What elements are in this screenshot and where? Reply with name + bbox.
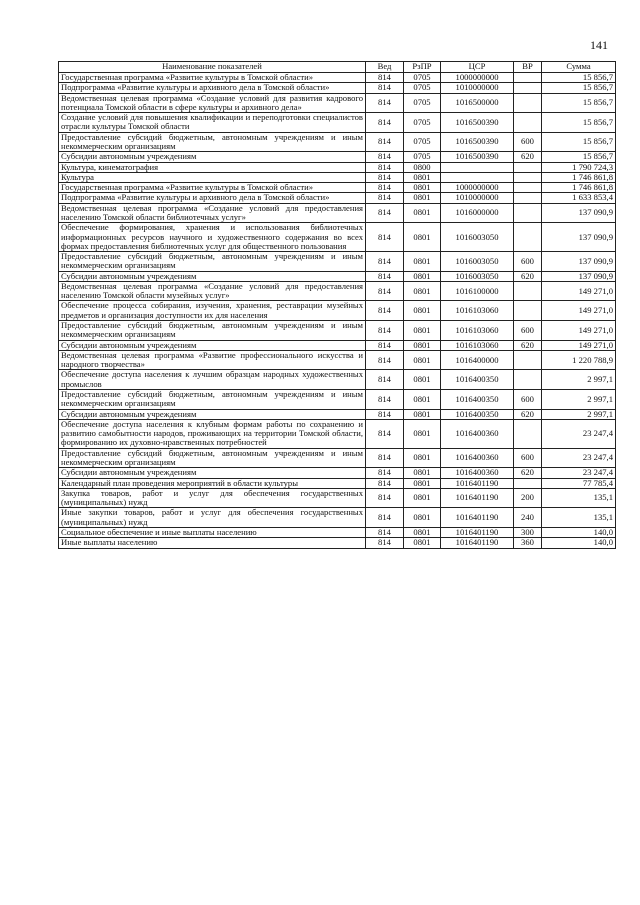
row-sum: 137 090,9 [542, 203, 616, 223]
row-vr [514, 193, 542, 203]
row-vr [514, 113, 542, 133]
row-ved: 814 [366, 527, 404, 537]
row-name: Подпрограмма «Развитие культуры и архивного дела в Томской области» [59, 83, 366, 93]
row-csr: 1016003050 [441, 223, 514, 252]
table-row [59, 448, 616, 468]
row-ved: 814 [366, 478, 404, 488]
row-ved: 814 [366, 508, 404, 528]
row-sum: 77 785,4 [542, 478, 616, 488]
table-row [59, 183, 616, 193]
row-vr [514, 162, 542, 172]
row-csr: 1016401190 [441, 478, 514, 488]
row-sum: 15 856,7 [542, 83, 616, 93]
row-rzpr: 0705 [404, 132, 441, 152]
row-sum: 23 247,4 [542, 448, 616, 468]
row-vr [514, 73, 542, 83]
row-name: Социальное обеспечение и иные выплаты населению [59, 527, 366, 537]
row-csr: 1016400360 [441, 448, 514, 468]
row-name: Создание условий для повышения квалификации и переподготовки специалистов отрасли культуры Томской области [59, 113, 366, 133]
row-csr: 1016003050 [441, 252, 514, 272]
row-rzpr: 0801 [404, 409, 441, 419]
row-ved: 814 [366, 370, 404, 390]
row-ved: 814 [366, 183, 404, 193]
row-ved: 814 [366, 113, 404, 133]
row-rzpr: 0801 [404, 183, 441, 193]
row-rzpr: 0801 [404, 321, 441, 341]
header-rzpr: РзПР [404, 62, 441, 73]
row-csr: 1016400360 [441, 468, 514, 478]
row-name: Субсидии автономным учреждениям [59, 271, 366, 281]
row-csr: 1016401190 [441, 488, 514, 508]
row-csr: 1016500000 [441, 93, 514, 113]
row-name: Предоставление субсидий бюджетным, автономным учреждениям и иным некоммерческим организациям [59, 448, 366, 468]
row-name: Культура [59, 172, 366, 182]
page-number: 141 [590, 38, 608, 52]
row-name: Закупка товаров, работ и услуг для обеспечения государственных (муниципальных) нужд [59, 488, 366, 508]
row-vr: 620 [514, 340, 542, 350]
row-vr [514, 281, 542, 301]
row-csr: 1016103060 [441, 301, 514, 321]
row-vr: 600 [514, 132, 542, 152]
row-rzpr: 0705 [404, 152, 441, 162]
row-ved: 814 [366, 252, 404, 272]
row-ved: 814 [366, 340, 404, 350]
row-sum: 15 856,7 [542, 93, 616, 113]
row-vr: 360 [514, 538, 542, 548]
table-row [59, 409, 616, 419]
row-name: Культура, кинематография [59, 162, 366, 172]
row-vr [514, 301, 542, 321]
row-sum: 149 271,0 [542, 340, 616, 350]
row-vr: 600 [514, 252, 542, 272]
row-vr [514, 419, 542, 448]
budget-table [58, 61, 616, 549]
table-row [59, 252, 616, 272]
row-name: Календарный план проведения мероприятий в области культуры [59, 478, 366, 488]
row-vr: 620 [514, 468, 542, 478]
row-name: Ведомственная целевая программа «Развитие профессионального искусства и народного творчества» [59, 350, 366, 370]
table-row [59, 321, 616, 341]
row-name: Субсидии автономным учреждениям [59, 409, 366, 419]
row-name: Ведомственная целевая программа «Создание условий для развития кадрового потенциала Томской области в сфере культуры и архивного дела» [59, 93, 366, 113]
row-sum: 23 247,4 [542, 468, 616, 478]
row-rzpr: 0705 [404, 73, 441, 83]
row-vr: 200 [514, 488, 542, 508]
row-vr: 300 [514, 527, 542, 537]
row-sum: 137 090,9 [542, 223, 616, 252]
row-sum: 140,0 [542, 527, 616, 537]
row-rzpr: 0801 [404, 448, 441, 468]
row-rzpr: 0801 [404, 390, 441, 410]
row-sum: 149 271,0 [542, 301, 616, 321]
row-ved: 814 [366, 162, 404, 172]
row-vr [514, 83, 542, 93]
row-csr: 1000000000 [441, 183, 514, 193]
table-row [59, 203, 616, 223]
row-rzpr: 0801 [404, 538, 441, 548]
table-row [59, 350, 616, 370]
row-sum: 15 856,7 [542, 132, 616, 152]
row-rzpr: 0705 [404, 93, 441, 113]
row-sum: 2 997,1 [542, 390, 616, 410]
row-rzpr: 0801 [404, 193, 441, 203]
row-csr: 1016400350 [441, 370, 514, 390]
row-rzpr: 0801 [404, 350, 441, 370]
row-vr: 600 [514, 321, 542, 341]
row-vr [514, 93, 542, 113]
row-rzpr: 0801 [404, 419, 441, 448]
row-rzpr: 0801 [404, 468, 441, 478]
row-ved: 814 [366, 73, 404, 83]
row-sum: 23 247,4 [542, 419, 616, 448]
row-name: Предоставление субсидий бюджетным, автономным учреждениям и иным некоммерческим организациям [59, 252, 366, 272]
row-vr: 620 [514, 152, 542, 162]
table-row [59, 93, 616, 113]
row-ved: 814 [366, 152, 404, 162]
row-ved: 814 [366, 203, 404, 223]
row-rzpr: 0801 [404, 527, 441, 537]
row-name: Иные закупки товаров, работ и услуг для обеспечения государственных (муниципальных) нужд [59, 508, 366, 528]
row-rzpr: 0801 [404, 478, 441, 488]
table-row [59, 508, 616, 528]
row-ved: 814 [366, 350, 404, 370]
row-sum: 149 271,0 [542, 281, 616, 301]
row-csr: 1016400360 [441, 419, 514, 448]
row-csr: 1010000000 [441, 83, 514, 93]
row-sum: 137 090,9 [542, 271, 616, 281]
row-ved: 814 [366, 448, 404, 468]
table-row [59, 223, 616, 252]
row-csr: 1016103060 [441, 340, 514, 350]
row-ved: 814 [366, 419, 404, 448]
row-csr: 1016000000 [441, 203, 514, 223]
row-vr [514, 370, 542, 390]
row-sum: 149 271,0 [542, 321, 616, 341]
row-sum: 2 997,1 [542, 370, 616, 390]
row-rzpr: 0801 [404, 508, 441, 528]
row-csr: 1016500390 [441, 113, 514, 133]
row-sum: 2 997,1 [542, 409, 616, 419]
table-row [59, 527, 616, 537]
row-csr: 1000000000 [441, 73, 514, 83]
row-csr: 1016400350 [441, 409, 514, 419]
row-ved: 814 [366, 271, 404, 281]
row-vr: 600 [514, 390, 542, 410]
row-vr: 600 [514, 448, 542, 468]
table-row [59, 390, 616, 410]
row-name: Субсидии автономным учреждениям [59, 340, 366, 350]
row-vr [514, 350, 542, 370]
row-ved: 814 [366, 223, 404, 252]
row-rzpr: 0800 [404, 162, 441, 172]
table-row [59, 340, 616, 350]
row-sum: 1 633 853,4 [542, 193, 616, 203]
table-row [59, 73, 616, 83]
header-name: Наименование показателей [59, 62, 366, 73]
row-csr: 1016500390 [441, 132, 514, 152]
table-row [59, 370, 616, 390]
table-row [59, 152, 616, 162]
row-ved: 814 [366, 538, 404, 548]
row-rzpr: 0801 [404, 488, 441, 508]
table-body [59, 73, 616, 549]
row-sum: 137 090,9 [542, 252, 616, 272]
row-vr: 620 [514, 271, 542, 281]
row-csr [441, 172, 514, 182]
row-rzpr: 0801 [404, 223, 441, 252]
row-sum: 1 746 861,8 [542, 183, 616, 193]
row-ved: 814 [366, 468, 404, 478]
row-name: Подпрограмма «Развитие культуры и архивного дела в Томской области» [59, 193, 366, 203]
row-ved: 814 [366, 488, 404, 508]
row-rzpr: 0801 [404, 340, 441, 350]
row-rzpr: 0705 [404, 83, 441, 93]
table-row [59, 468, 616, 478]
row-rzpr: 0801 [404, 271, 441, 281]
row-name: Субсидии автономным учреждениям [59, 468, 366, 478]
row-name: Предоставление субсидий бюджетным, автономным учреждениям и иным некоммерческим организациям [59, 321, 366, 341]
row-rzpr: 0801 [404, 370, 441, 390]
row-csr: 1016100000 [441, 281, 514, 301]
table-row [59, 132, 616, 152]
row-sum: 135,1 [542, 508, 616, 528]
row-sum: 135,1 [542, 488, 616, 508]
row-ved: 814 [366, 83, 404, 93]
row-name: Обеспечение формирования, хранения и использования библиотечных информационных ресурсов научного и художественного содержания во всех формах предоставления библиотечных услуг для общественного пользования [59, 223, 366, 252]
row-csr: 1016401190 [441, 508, 514, 528]
row-vr [514, 203, 542, 223]
header-csr: ЦСР [441, 62, 514, 73]
row-ved: 814 [366, 172, 404, 182]
table-row [59, 538, 616, 548]
row-name: Государственная программа «Развитие культуры в Томской области» [59, 73, 366, 83]
row-name: Ведомственная целевая программа «Создание условий для предоставления населению Томской области музейных услуг» [59, 281, 366, 301]
header-vr: ВР [514, 62, 542, 73]
row-csr: 1016003050 [441, 271, 514, 281]
row-ved: 814 [366, 390, 404, 410]
table-row [59, 301, 616, 321]
row-sum: 140,0 [542, 538, 616, 548]
row-csr: 1016401190 [441, 527, 514, 537]
row-name: Обеспечение доступа населения к клубным формам работы по сохранению и развитию самобытности народов, проживающих на территории Томской области, формированию их духовно-нравственных потребностей [59, 419, 366, 448]
row-name: Предоставление субсидий бюджетным, автономным учреждениям и иным некоммерческим организациям [59, 132, 366, 152]
row-csr: 1016400000 [441, 350, 514, 370]
row-vr [514, 478, 542, 488]
row-rzpr: 0801 [404, 301, 441, 321]
row-ved: 814 [366, 132, 404, 152]
row-ved: 814 [366, 321, 404, 341]
row-name: Государственная программа «Развитие культуры в Томской области» [59, 183, 366, 193]
table-row [59, 488, 616, 508]
row-sum: 15 856,7 [542, 73, 616, 83]
row-name: Субсидии автономным учреждениям [59, 152, 366, 162]
row-csr: 1010000000 [441, 193, 514, 203]
row-csr: 1016500390 [441, 152, 514, 162]
table-row [59, 281, 616, 301]
row-sum: 15 856,7 [542, 152, 616, 162]
row-sum: 1 790 724,3 [542, 162, 616, 172]
header-ved: Вед [366, 62, 404, 73]
table-row [59, 172, 616, 182]
row-rzpr: 0801 [404, 281, 441, 301]
table-row [59, 419, 616, 448]
row-ved: 814 [366, 281, 404, 301]
row-rzpr: 0705 [404, 113, 441, 133]
row-csr [441, 162, 514, 172]
row-vr [514, 183, 542, 193]
table-row [59, 162, 616, 172]
row-sum: 1 220 788,9 [542, 350, 616, 370]
row-vr [514, 172, 542, 182]
table-row [59, 271, 616, 281]
row-ved: 814 [366, 93, 404, 113]
row-sum: 15 856,7 [542, 113, 616, 133]
row-name: Предоставление субсидий бюджетным, автономным учреждениям и иным некоммерческим организациям [59, 390, 366, 410]
row-csr: 1016401190 [441, 538, 514, 548]
table-row [59, 113, 616, 133]
row-sum: 1 746 861,8 [542, 172, 616, 182]
table-row [59, 83, 616, 93]
row-rzpr: 0801 [404, 252, 441, 272]
table-header-row [59, 62, 616, 73]
row-vr: 620 [514, 409, 542, 419]
row-name: Иные выплаты населению [59, 538, 366, 548]
row-name: Обеспечение процесса собирания, изучения, хранения, реставрации музейных предметов и организация доступности их для населения [59, 301, 366, 321]
row-name: Ведомственная целевая программа «Создание условий для предоставления населению Томской области библиотечных услуг» [59, 203, 366, 223]
row-rzpr: 0801 [404, 172, 441, 182]
row-csr: 1016103060 [441, 321, 514, 341]
row-ved: 814 [366, 301, 404, 321]
row-vr: 240 [514, 508, 542, 528]
row-name: Обеспечение доступа населения к лучшим образцам народных художественных промыслов [59, 370, 366, 390]
table-row [59, 193, 616, 203]
row-ved: 814 [366, 409, 404, 419]
row-ved: 814 [366, 193, 404, 203]
row-rzpr: 0801 [404, 203, 441, 223]
table-row [59, 478, 616, 488]
row-vr [514, 223, 542, 252]
row-csr: 1016400350 [441, 390, 514, 410]
header-sum: Сумма [542, 62, 616, 73]
